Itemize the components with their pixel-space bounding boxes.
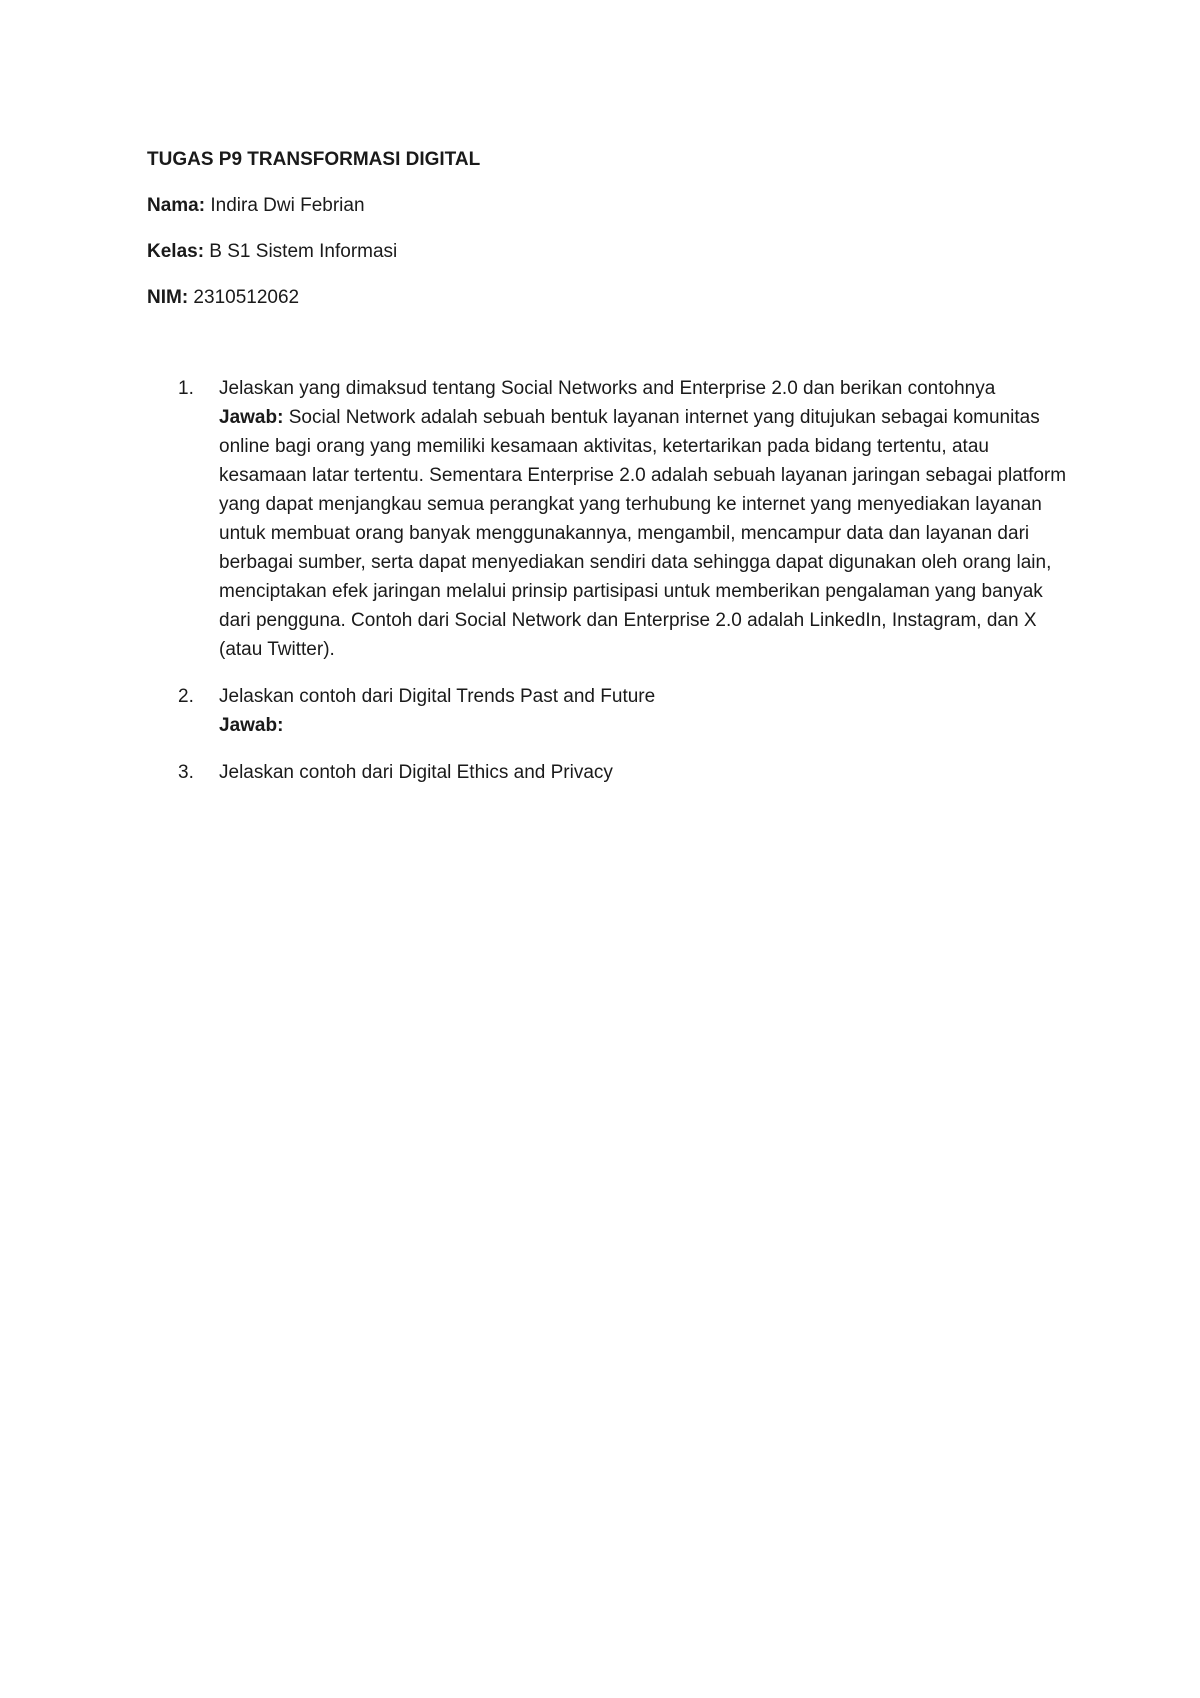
question-text: Jelaskan contoh dari Digital Trends Past and Future bbox=[219, 686, 656, 707]
answer-block bbox=[219, 711, 1067, 740]
document-title: TUGAS P9 TRANSFORMASI DIGITAL bbox=[147, 149, 481, 170]
student-nim-label: NIM: bbox=[147, 287, 189, 308]
answer-block bbox=[219, 403, 1067, 664]
student-class-value: B S1 Sistem Informasi bbox=[204, 241, 398, 262]
student-name-label: Nama: bbox=[147, 195, 206, 216]
question-item-2 bbox=[147, 682, 1067, 740]
question-item-1 bbox=[147, 374, 1067, 664]
question-text: Jelaskan contoh dari Digital Ethics and Privacy bbox=[219, 762, 613, 783]
student-nim-value: 2310512062 bbox=[188, 287, 300, 308]
answer-text: Social Network adalah sebuah bentuk layanan internet yang ditujukan sebagai komunitas online bagi orang yang memiliki kesamaan aktivitas, ketertarikan pada bidang tertentu, atau kesamaan latar tertentu. Sementara Enterprise 2.0 adalah sebuah layanan jaringan sebagai platform yang dapat menjangkau semua perangkat yang terhubung ke internet yang menyediakan layanan untuk membuat orang banyak menggunakannya, mengambil, mencampur data dan layanan dari berbagai sumber, serta dapat menyediakan sendiri data sehingga dapat digunakan oleh orang lain, menciptakan efek jaringan melalui prinsip partisipasi untuk memberikan pengalaman yang banyak dari pengguna. Contoh dari Social Network dan Enterprise 2.0 adalah LinkedIn, Instagram, dan X (atau Twitter). bbox=[219, 407, 1067, 660]
question-number: 1. bbox=[178, 378, 194, 399]
question-number: 3. bbox=[178, 762, 194, 783]
answer-label: Jawab: bbox=[219, 715, 284, 736]
student-name-value: Indira Dwi Febrian bbox=[205, 195, 365, 216]
student-class-label: Kelas: bbox=[147, 241, 205, 262]
student-nim-line bbox=[147, 287, 299, 309]
answer-label: Jawab: bbox=[219, 407, 284, 428]
question-list bbox=[147, 374, 1067, 805]
student-name-line bbox=[147, 195, 365, 217]
question-text: Jelaskan yang dimaksud tentang Social Networks and Enterprise 2.0 dan berikan contohnya bbox=[219, 378, 996, 399]
question-item-3 bbox=[147, 758, 1067, 787]
student-class-line bbox=[147, 241, 397, 263]
question-number: 2. bbox=[178, 686, 194, 707]
